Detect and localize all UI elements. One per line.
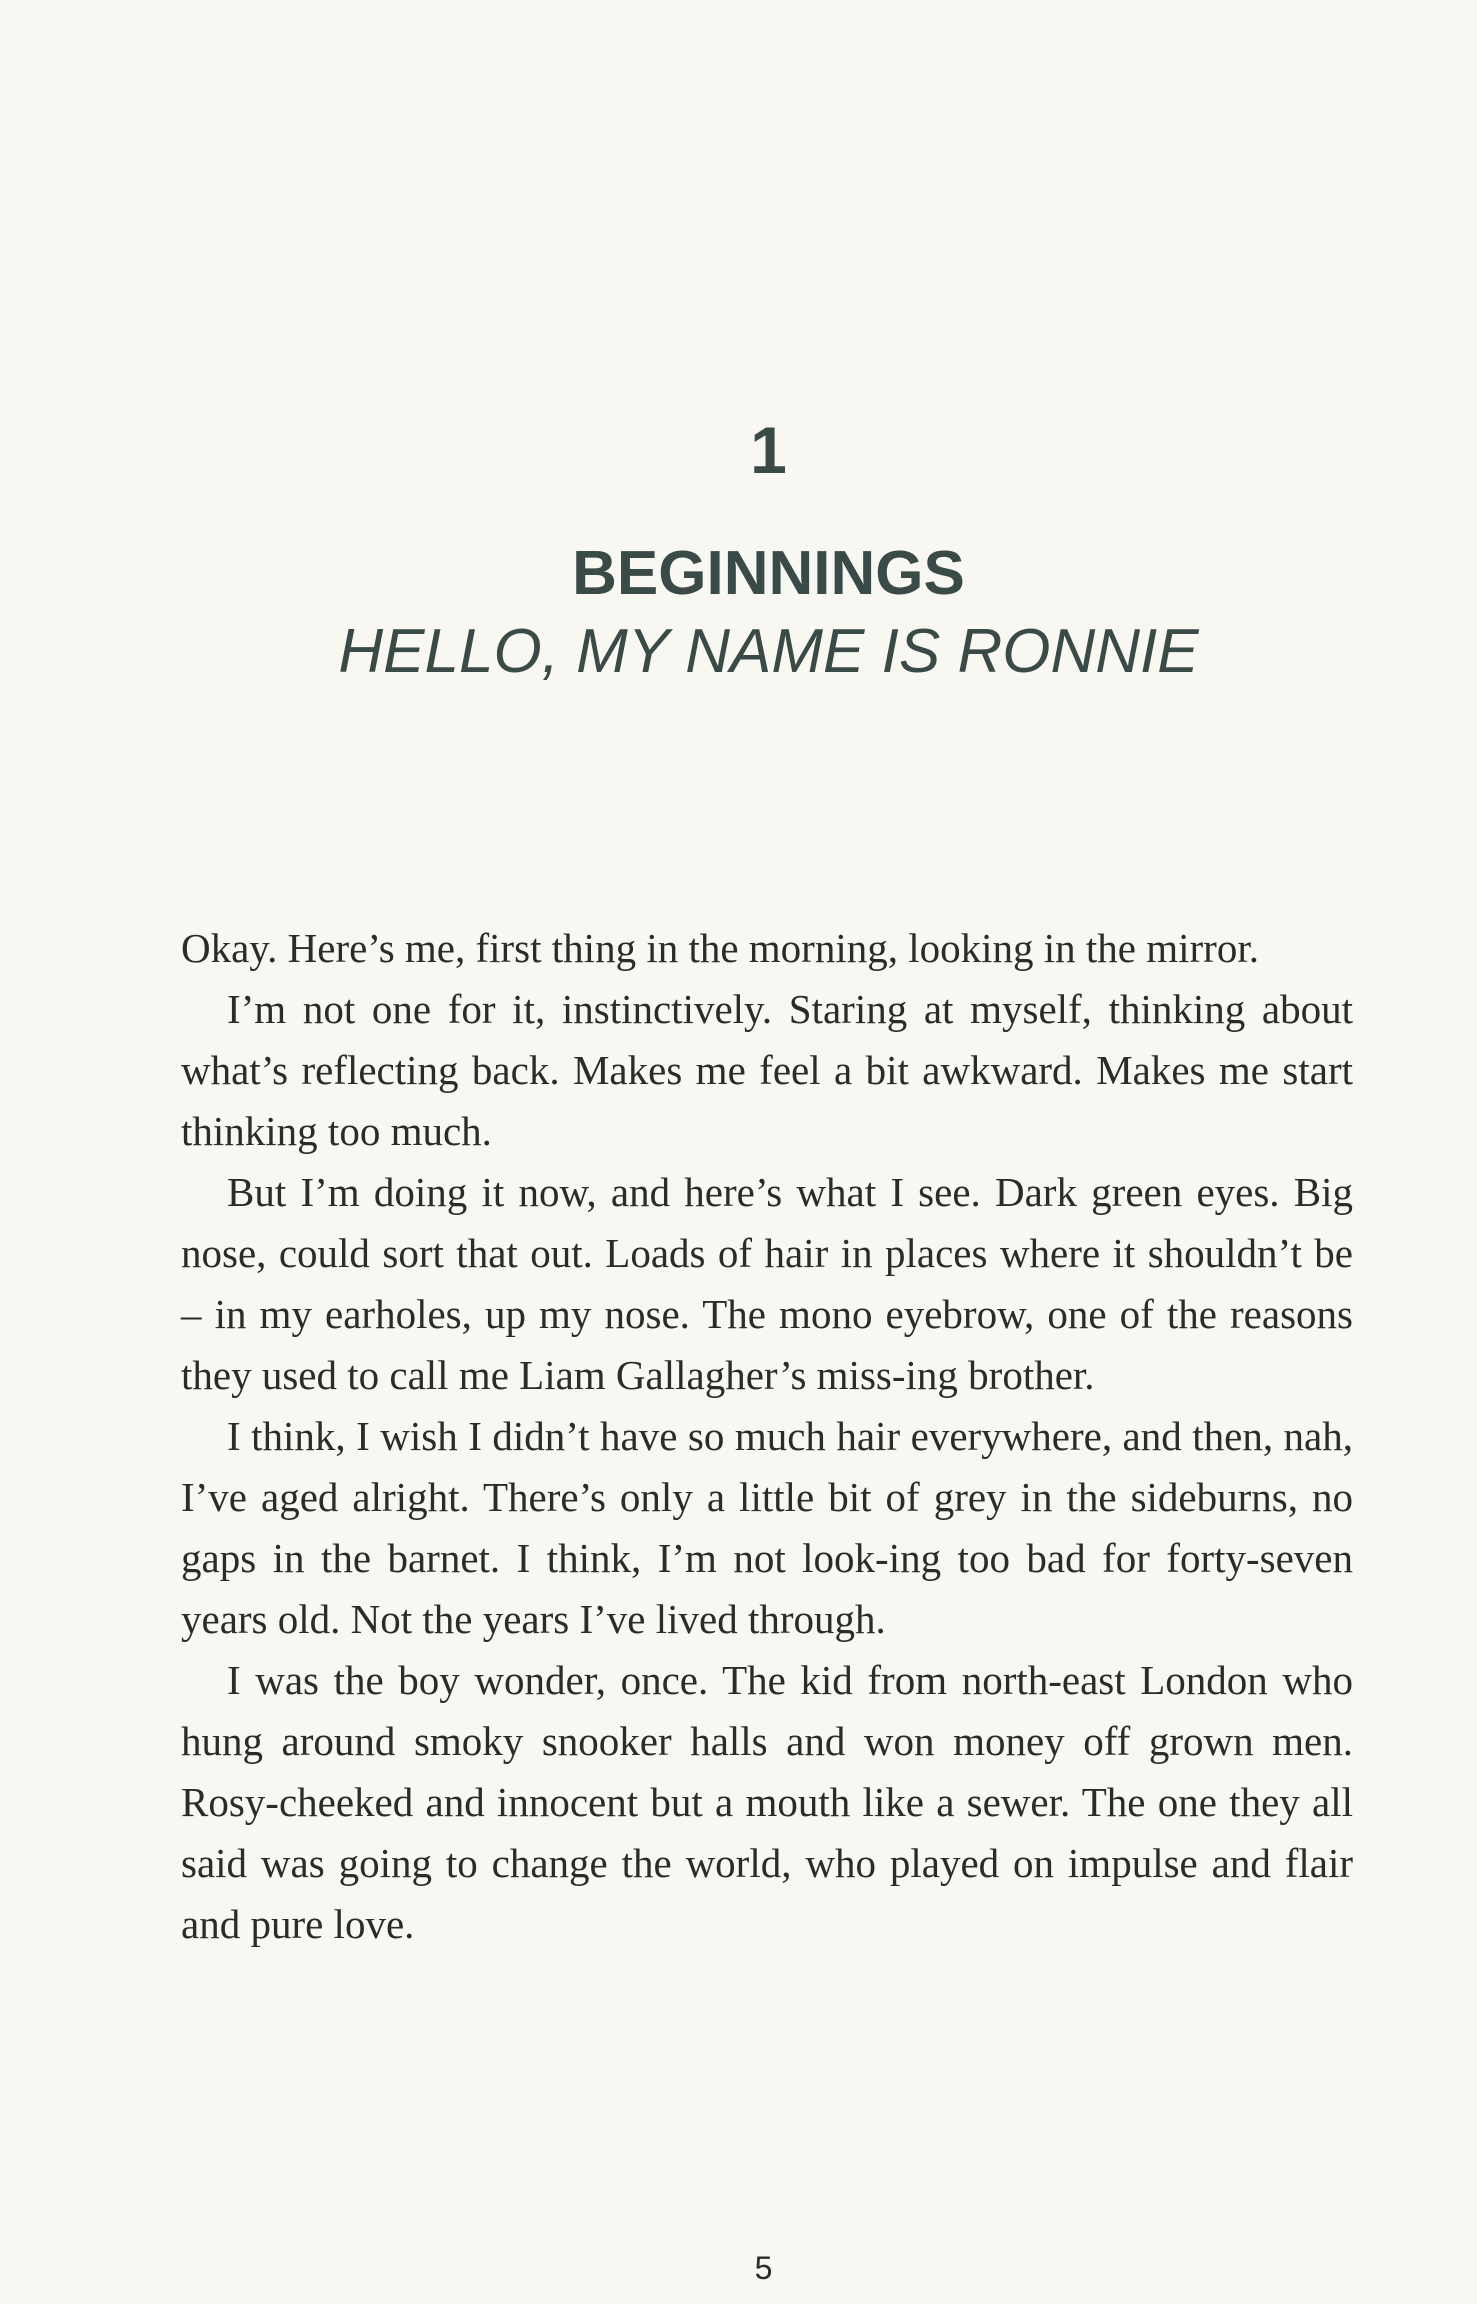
paragraph: But I’m doing it now, and here’s what I see. Dark green eyes. Big nose, could sort that out. Loads of hair in places where it shouldn’t be – in my earholes, up my nose. The mono eyebrow, one of the reasons they used to call me Liam Gallagher’s miss-ing brother. — [181, 1169, 1353, 1398]
paragraph: I was the boy wonder, once. The kid from north-east London who hung around smoky snooker halls and won money off grown men. Rosy-cheeked and innocent but a mouth like a sewer. The one they all said was going to change the world, who played on impulse and flair and pure love. — [181, 1657, 1353, 1947]
chapter-subtitle: HELLO, MY NAME IS RONNIE — [338, 617, 1199, 686]
page-number: 5 — [754, 2250, 773, 2286]
paragraph: Okay. Here’s me, first thing in the morning, looking in the mirror. — [181, 925, 1259, 971]
chapter-title: BEGINNINGS — [572, 539, 965, 608]
chapter-number: 1 — [750, 413, 787, 487]
paragraph: I’m not one for it, instinctively. Staring at myself, thinking about what’s reflecting back. Makes me feel a bit awkward. Makes me start thinking too much. — [181, 986, 1353, 1154]
body-text — [181, 918, 1353, 1955]
paragraph: I think, I wish I didn’t have so much hair everywhere, and then, nah, I’ve aged alright. There’s only a little bit of grey in the sideburns, no gaps in the barnet. I think, I’m not look-ing too bad for forty-seven years old. Not the years I’ve lived through. — [181, 1413, 1353, 1642]
